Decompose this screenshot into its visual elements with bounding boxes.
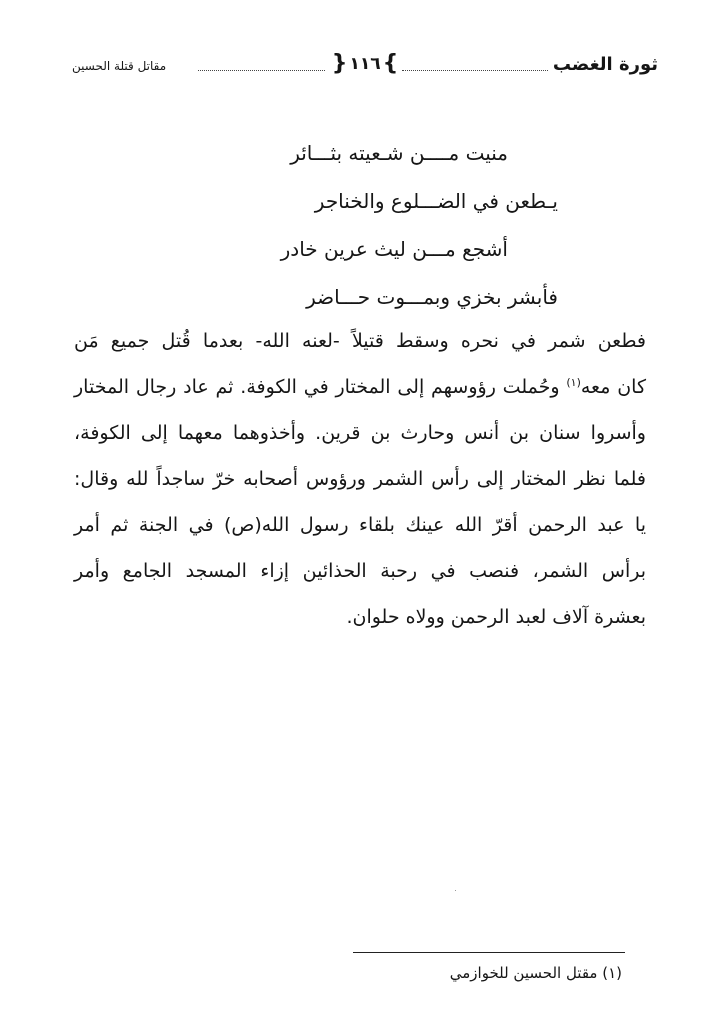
paragraph-line: بعشرة آلاف لعبد الرحمن وولاه حلوان.	[346, 606, 646, 628]
paragraph-line-start: كان معه	[580, 376, 646, 398]
body-paragraph	[74, 318, 646, 640]
page-number: ١١٦	[349, 54, 381, 74]
page-number-badge	[325, 50, 405, 78]
ornament-brace-right-icon: {	[331, 51, 348, 76]
footnote-marker[interactable]: (١)	[566, 376, 581, 389]
paragraph-line: يا عبد الرحمن أقرّ الله عينك بلقاء رسول الله(ص) في الجنة ثم أمر	[74, 514, 646, 536]
running-header	[72, 50, 658, 80]
scan-speck	[455, 890, 456, 891]
poem-verse: منيت مــــن شـعيته بثـــائر	[290, 141, 508, 165]
paragraph-line: برأس الشمر، فنصب في رحبة الحذائين إزاء المسجد الجامع وأمر	[74, 560, 646, 582]
chapter-title: مقاتل قتلة الحسين	[72, 59, 167, 73]
poem-verse: فأبشر بخزي وبمـــوت حـــاضر	[306, 285, 558, 309]
paragraph-line	[74, 364, 646, 410]
paragraph-line: فلما نظر المختار إلى رأس الشمر ورؤوس أصحابه خرّ ساجداً لله وقال:	[74, 468, 646, 490]
footnote-text: (١) مقتل الحسين للخوازمي	[449, 964, 622, 982]
paragraph-line-rest: وحُملت رؤوسهم إلى المختار في الكوفة. ثم عاد رجال المختار	[74, 376, 560, 398]
book-title: ثورة الغضب	[552, 54, 658, 75]
poem-verse: أشجع مـــن ليث عرين خادر	[280, 237, 508, 261]
ornament-brace-left-icon: }	[382, 51, 399, 76]
paragraph-line: وأسروا سنان بن أنس وحارث بن قرين. وأخذوهما معهما إلى الكوفة،	[74, 422, 646, 444]
footnote-divider	[353, 952, 625, 953]
poem-verse: يـطعن في الضـــلوع والخناجر	[314, 189, 558, 213]
header-dotted-leader-right	[402, 70, 548, 71]
paragraph-line: فطعن شمر في نحره وسقط قتيلاً -لعنه الله- بعدما قُتل جميع مَن	[74, 330, 646, 352]
header-dotted-leader-left	[198, 70, 325, 71]
